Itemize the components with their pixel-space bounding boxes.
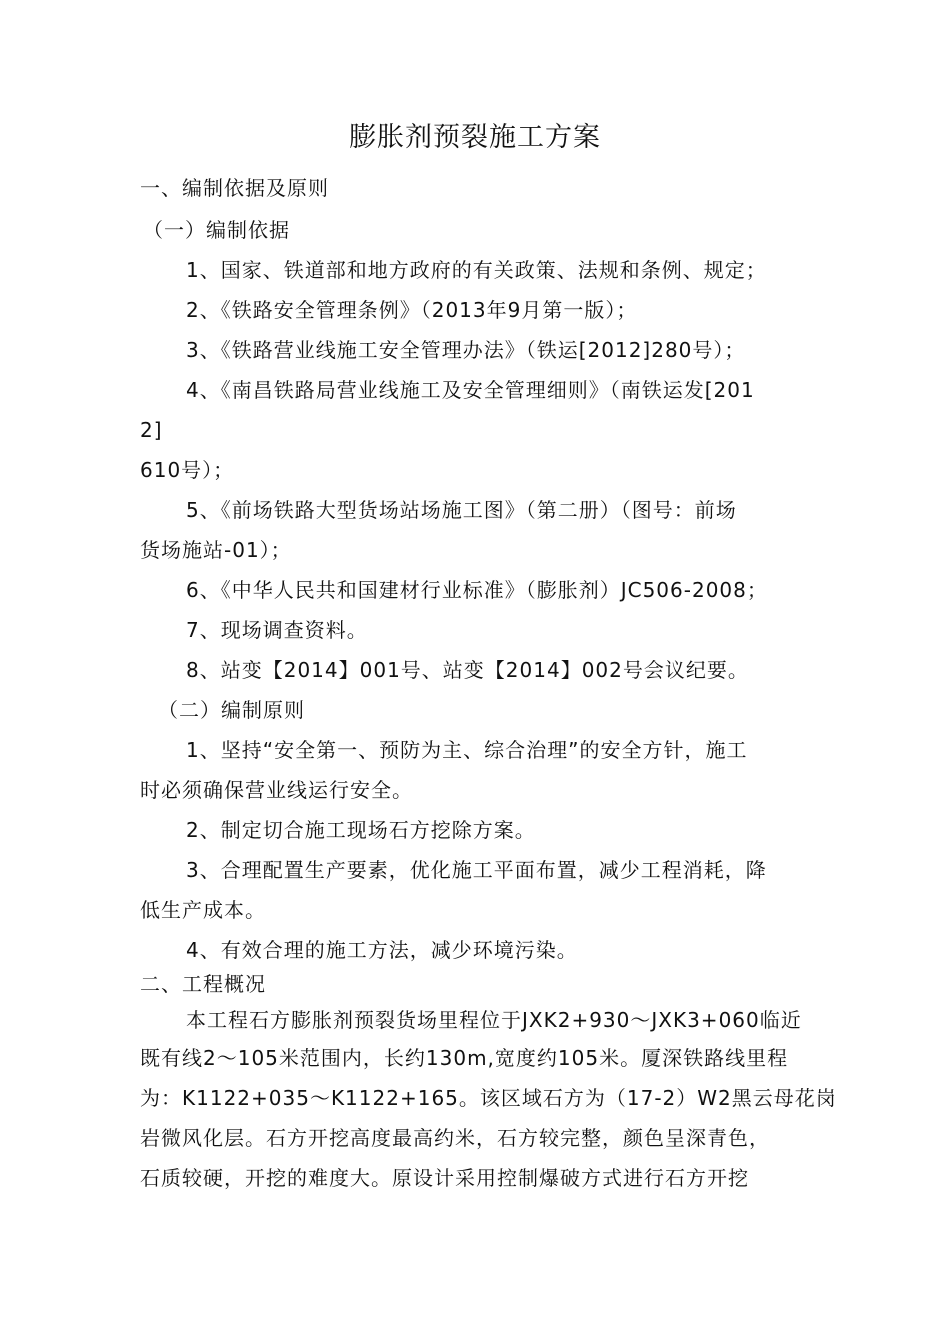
document-title: 膨胀剂预裂施工方案 (349, 122, 601, 153)
paragraph-line: 5、《前场铁路大型货场站场施工图》（第二册）（图号：前场 (186, 498, 737, 522)
paragraph-line: 石质较硬，开挖的难度大。原设计采用控制爆破方式进行石方开挖 (140, 1166, 749, 1190)
paragraph-line: 1、坚持“安全第一、预防为主、综合治理”的安全方针，施工 (186, 738, 748, 762)
paragraph-line: 既有线2～105米范围内，长约130m,宽度约105米。厦深铁路线里程 (140, 1046, 789, 1070)
section-heading-1: 一、编制依据及原则 (140, 176, 329, 200)
paragraph-line: 1、国家、铁道部和地方政府的有关政策、法规和条例、规定； (186, 258, 767, 282)
subsection-heading-principles: （二）编制原则 (158, 698, 305, 722)
paragraph-line: 4、《南昌铁路局营业线施工及安全管理细则》（南铁运发[201 (186, 378, 755, 402)
paragraph-line: 6、《中华人民共和国建材行业标准》（膨胀剂）JC506-2008； (186, 578, 768, 602)
paragraph-line: 岩微风化层。石方开挖高度最高约米，石方较完整，颜色呈深青色， (140, 1126, 770, 1150)
paragraph-line: 为：K1122+035～K1122+165。该区域石方为（17-2）W2黑云母花岗 (140, 1086, 837, 1110)
paragraph-line: 本工程石方膨胀剂预裂货场里程位于JXK2+930～JXK3+060临近 (186, 1008, 802, 1032)
section-heading-2: 二、工程概况 (140, 972, 266, 996)
paragraph-line: 3、合理配置生产要素，优化施工平面布置，减少工程消耗，降 (186, 858, 767, 882)
paragraph-line: 4、有效合理的施工方法，减少环境污染。 (186, 938, 578, 962)
paragraph-line: 3、《铁路营业线施工安全管理办法》（铁运[2012]280号）； (186, 338, 746, 362)
paragraph-line: 货场施站-01）； (140, 538, 292, 562)
paragraph-line: 8、站变【2014】001号、站变【2014】002号会议纪要。 (186, 658, 749, 682)
paragraph-line: 2] (140, 418, 163, 442)
paragraph-line: 时必须确保营业线运行安全。 (140, 778, 413, 802)
paragraph-line: 2、制定切合施工现场石方挖除方案。 (186, 818, 536, 842)
paragraph-line: 2、《铁路安全管理条例》（2013年9月第一版）； (186, 298, 638, 322)
paragraph-line: 610号）； (140, 458, 235, 482)
paragraph-line: 7、现场调查资料。 (186, 618, 368, 642)
paragraph-line: 低生产成本。 (140, 898, 266, 922)
subsection-heading-basis: （一）编制依据 (143, 218, 290, 242)
